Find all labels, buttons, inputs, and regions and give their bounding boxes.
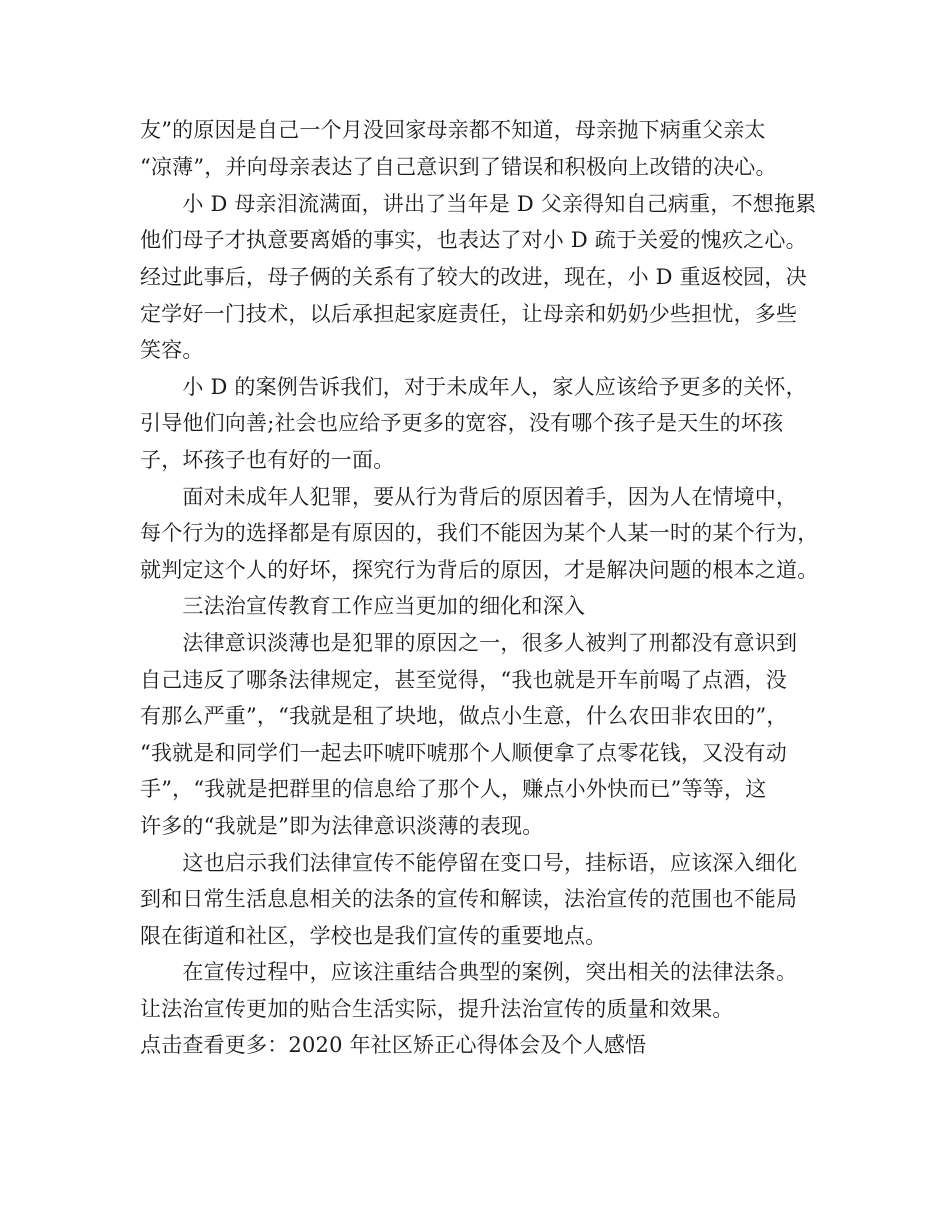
text-line: 许多的“我就是”即为法律意识淡薄的表现。 [140, 814, 544, 838]
text-line: 定学好一门技术，以后承担起家庭责任，让母亲和奶奶少些担忧，多些 [140, 302, 798, 326]
text-line: 到和日常生活息息相关的法条的宣传和解读，法治宣传的范围也不能局 [140, 887, 798, 911]
text-line: 就判定这个人的好坏，探究行为背后的原因，才是解决问题的根本之道。 [140, 558, 819, 582]
text-line: 面对未成年人犯罪，要从行为背后的原因着手，因为人在情境中， [140, 485, 798, 509]
text-line: 小 D 母亲泪流满面，讲出了当年是 D 父亲得知自己病重，不想拖累 [140, 192, 817, 216]
text-line: 引导他们向善;社会也应给予更多的宽容，没有哪个孩子是天生的坏孩 [140, 411, 784, 435]
text-line: 自己违反了哪条法律规定，甚至觉得，“我也就是开车前喝了点酒，没 [140, 668, 787, 692]
text-line: 他们母子才执意要离婚的事实，也表达了对小 D 疏于关爱的愧疚之心。 [140, 228, 807, 252]
read-more-link[interactable]: 点击查看更多：2020 年社区矫正心得体会及个人感悟 [140, 1033, 647, 1057]
text-line: “凉薄”，并向母亲表达了自己意识到了错误和积极向上改错的决心。 [140, 155, 777, 179]
text-line: 限在街道和社区，学校也是我们宣传的重要地点。 [140, 924, 607, 948]
section-heading: 三法治宣传教育工作应当更加的细化和深入 [140, 594, 586, 618]
text-line: 子，坏孩子也有好的一面。 [140, 448, 395, 472]
text-line: 小 D 的案例告诉我们，对于未成年人，家人应该给予更多的关怀， [140, 375, 807, 399]
text-line: 笑容。 [140, 338, 204, 362]
text-line: 这也启示我们法律宣传不能停留在变口号，挂标语，应该深入细化 [140, 851, 798, 875]
text-line: 手”，“我就是把群里的信息给了那个人，赚点小外快而已”等等，这 [140, 777, 767, 801]
text-line: 法律意识淡薄也是犯罪的原因之一，很多人被判了刑都没有意识到 [140, 631, 798, 655]
text-line: 友”的原因是自己一个月没回家母亲都不知道，母亲抛下病重父亲太 [140, 118, 766, 142]
text-line: “我就是和同学们一起去吓唬吓唬那个人顺便拿了点零花钱，又没有动 [140, 741, 787, 765]
text-line: 有那么严重”，“我就是租了块地，做点小生意，什么农田非农田的”， [140, 704, 788, 728]
text-line: 在宣传过程中，应该注重结合典型的案例，突出相关的法律法条。 [140, 960, 798, 984]
text-line: 每个行为的选择都是有原因的，我们不能因为某个人某一时的某个行为， [140, 521, 819, 545]
text-line: 经过此事后，母子俩的关系有了较大的改进，现在，小 D 重返校园，决 [140, 265, 807, 289]
text-line: 让法治宣传更加的贴合生活实际，提升法治宣传的质量和效果。 [140, 997, 734, 1021]
